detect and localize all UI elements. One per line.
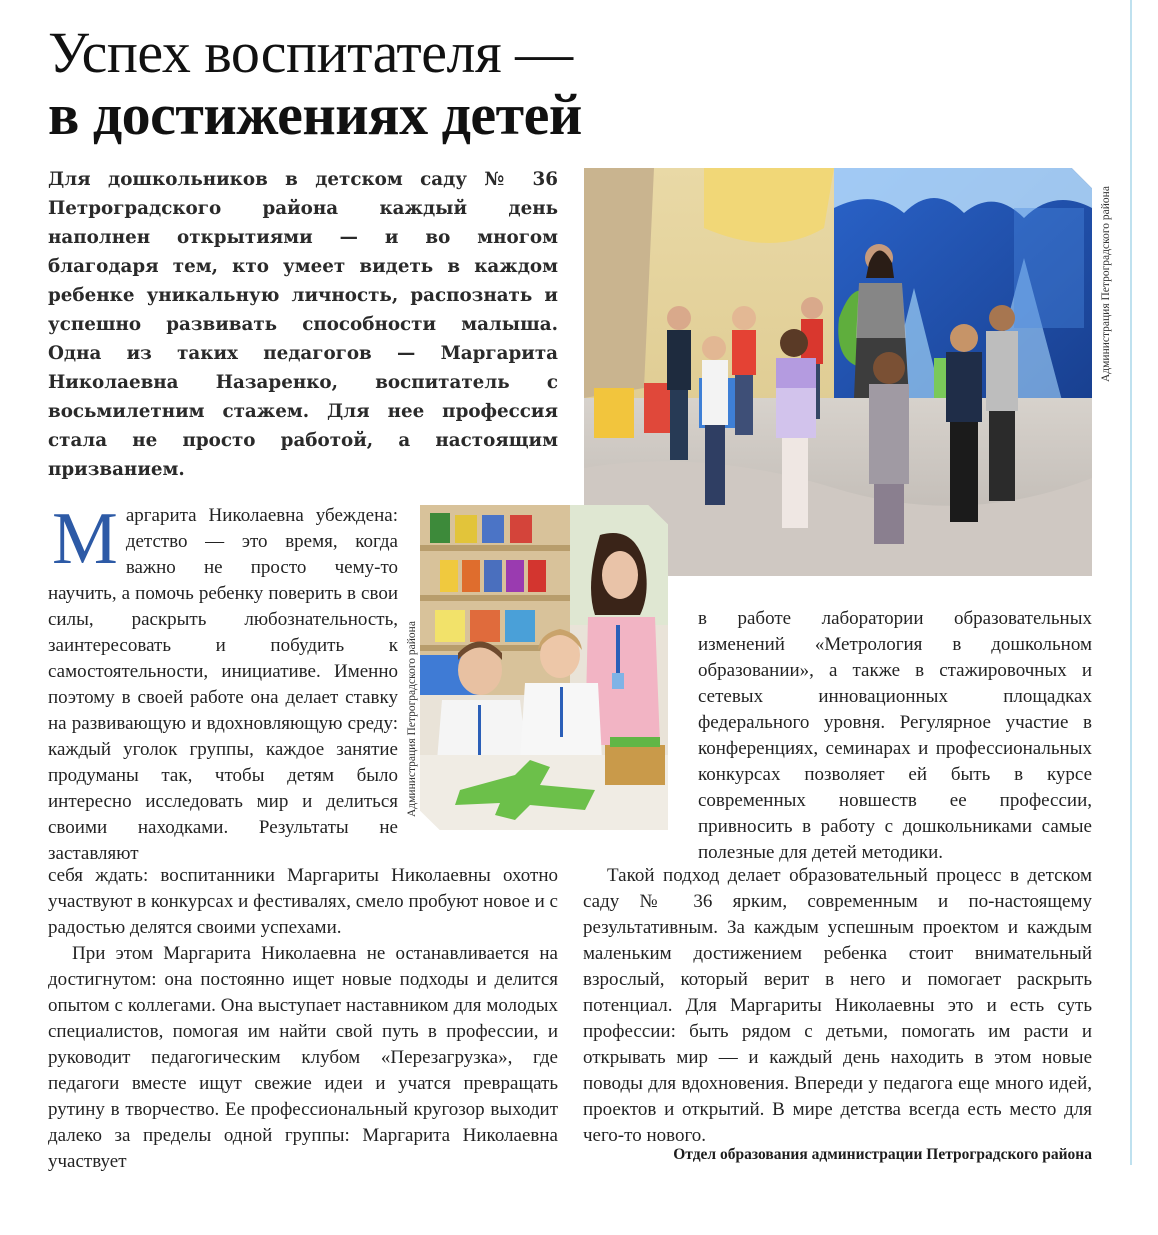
article-column-right-top xyxy=(698,606,1092,866)
photo-credit-2: Администрация Петроградского района xyxy=(406,621,418,817)
page-edge-rule xyxy=(1130,0,1132,1165)
article-column-right-bottom xyxy=(583,863,1092,1149)
article-title xyxy=(48,22,582,146)
photo-children-circle-game xyxy=(584,168,1092,576)
dropcap-letter: М xyxy=(52,498,118,580)
paragraph-2: При этом Маргарита Николаевна не останавливается на достигнутом: она постоянно ищет новые подходы и делится опытом с коллегами. Она выступает наставником для молодых специалистов, помогая им найти свой путь в профессии, и руководит педагогическим клубом «Перезагрузка», где педагоги вместе ищут свежие идеи и учатся превращать рутину в творчество. Ее профессиональный кругозор выходит далеко за пределы одной группы: Маргарита Николаевна участвует xyxy=(48,943,558,1172)
article-lead: Для дошкольников в детском саду № 36 Петроградского района каждый день наполнен открытиями — и во многом благодаря тем, кто умеет видеть в каждом ребенке уникальную личность, распознать и успешно развивать способности малыша. Одна из таких педагогов — Маргарита Николаевна Назаренко, воспитатель с восьмилетним стажем. Для нее профессия стала не просто работой, а настоящим призванием. xyxy=(48,169,558,480)
article-column-left-top xyxy=(48,498,398,867)
article-title-line-2: в достижениях детей xyxy=(48,82,582,147)
photo-boys-with-teacher xyxy=(420,505,668,830)
article-signature: Отдел образования администрации Петроградского района xyxy=(673,1146,1092,1163)
paragraph-3: Такой подход делает образовательный процесс в детском саду № 36 ярким, современным и по-настоящему результативным. За каждым успешным проектом и каждым маленьким достижением ребенка стоит внимательный взрослый, который верит в него и помогает раскрыть потенциал. Для Маргариты Николаевны это и есть суть профессии: быть рядом с детьми, помогать им расти и открывать мир — и каждый день находить в этом новые поводы для вдохновения. Впереди у педагога еще много идей, проектов и открытий. В мире детства всегда есть место для чего-то нового. xyxy=(583,865,1092,1146)
paragraph-2-continued: в работе лаборатории образовательных изменений «Метрология в дошкольном образовании», а также в стажировочных и сетевых инновационных площадках федерального уровня. Регулярное участие в конференциях, семинарах и профессиональных конкурсах позволяет ей быть в курсе современных новшеств ее профессии, привносить в работу с дошкольниками самые полезные для детей методики. xyxy=(698,608,1092,863)
article-title-line-1: Успех воспитателя — xyxy=(48,20,573,85)
paragraph-1-part-2: себя ждать: воспитанники Маргариты Николаевны охотно участвуют в конкурсах и фестивалях, смело пробуют новое и с радостью делятся своими успехами. xyxy=(48,865,558,938)
article-column-left-bottom xyxy=(48,863,558,1175)
photo-credit-1: Администрация Петроградского района xyxy=(1100,186,1112,382)
paragraph-1-part-1: аргарита Николаевна убеждена: детство — это время, когда важно не просто чему-то научить, а помочь ребенку поверить в свои силы, раскрыть любознательность, заинтересовать и побудить к самостоятельности, инициативе. Именно поэтому в своей работе она делает ставку на развивающую и вдохновляющую среду: каждый уголок группы, каждое занятие продуманы так, чтобы детям было интересно исследовать мир и делиться своими находками. Результаты не заставляют xyxy=(48,505,398,864)
